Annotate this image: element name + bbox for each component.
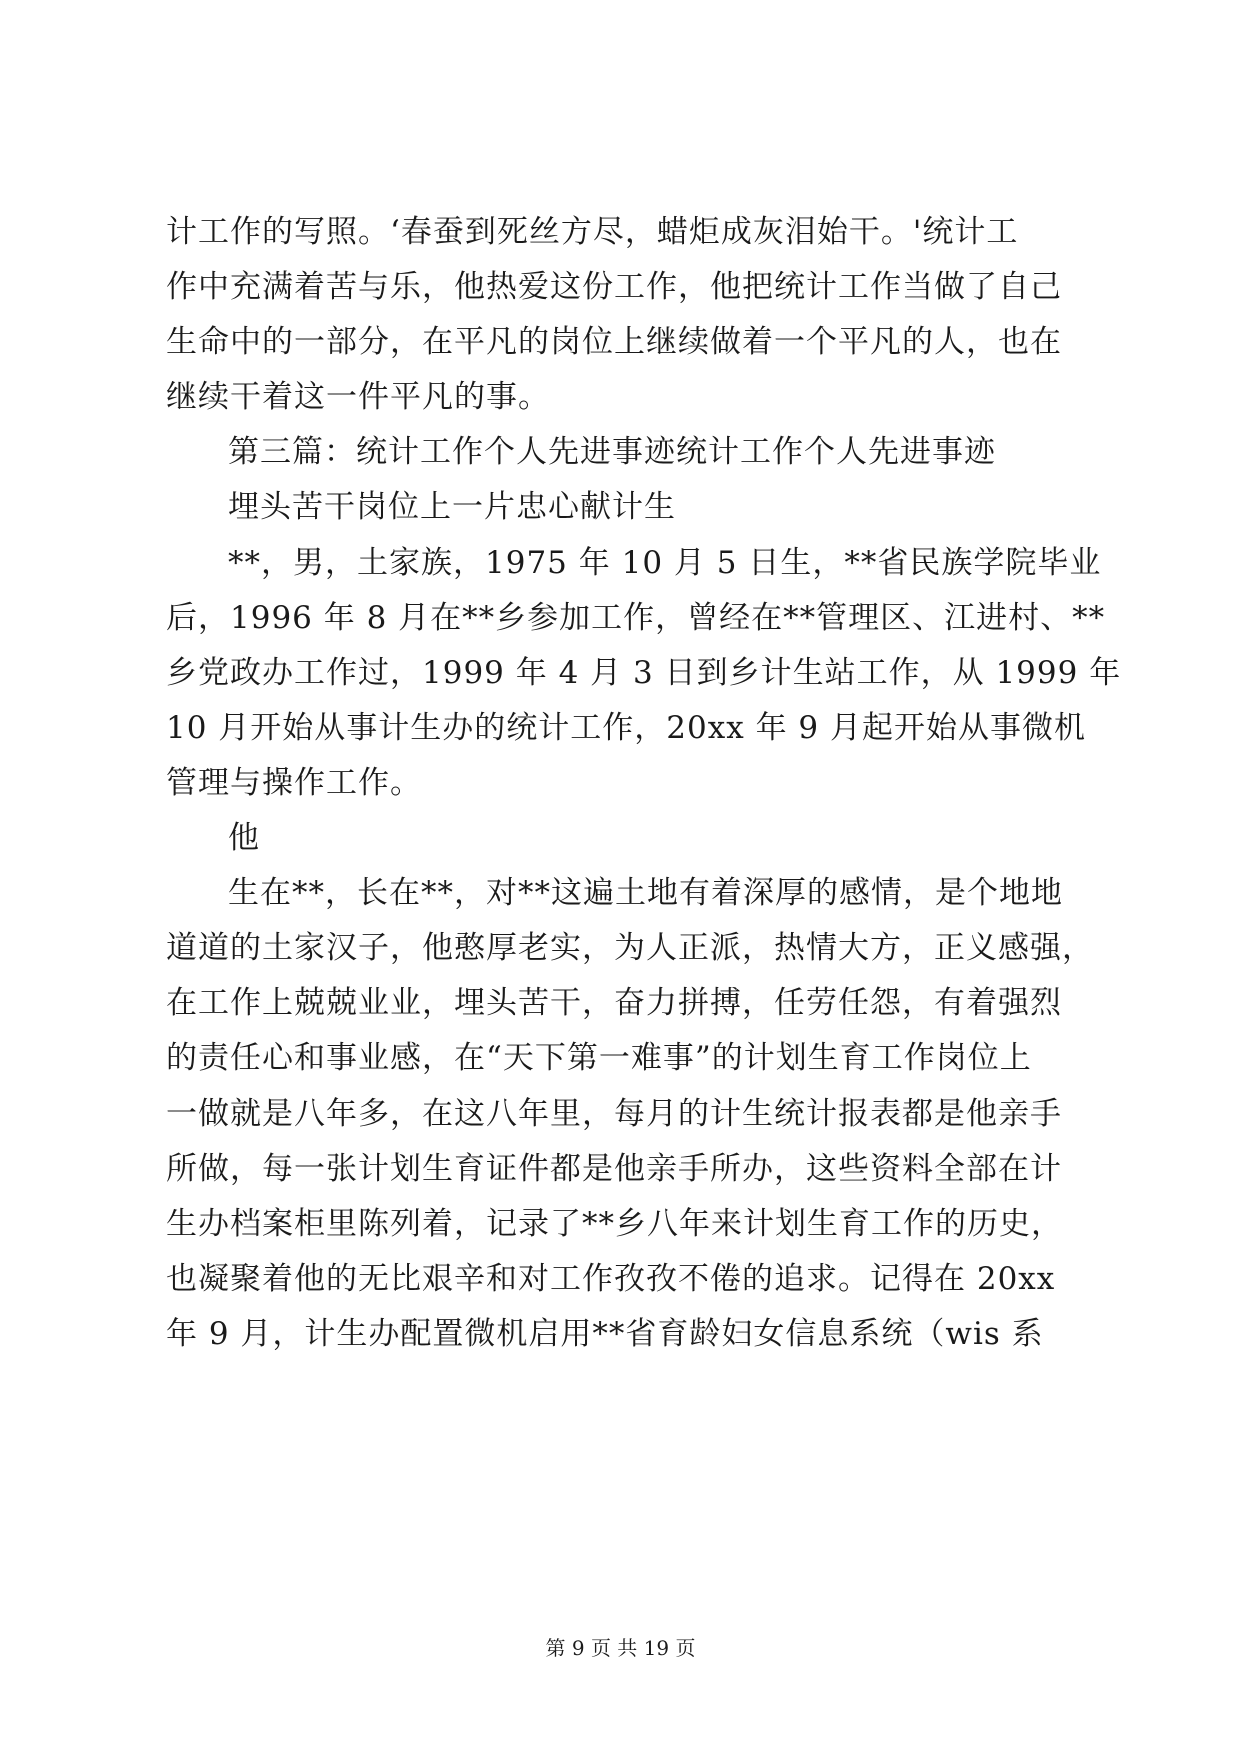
text-line: 他: [228, 820, 260, 856]
text-line: 也凝聚着他的无比艰辛和对工作孜孜不倦的追求。记得在 20xx: [166, 1261, 1056, 1297]
text-line: 10 月开始从事计生办的统计工作，20xx 年 9 月起开始从事微机: [166, 710, 1086, 746]
text-line: 年 9 月，计生办配置微机启用**省育龄妇女信息系统（wis 系: [166, 1316, 1044, 1352]
text-line: **，男，土家族，1975 年 10 月 5 日生，**省民族学院毕业: [228, 545, 1102, 581]
text-line: 管理与操作工作。: [166, 765, 422, 801]
section-subtitle: 埋头苦干岗位上一片忠心献计生: [228, 489, 676, 525]
text-line: 作中充满着苦与乐，他热爱这份工作，他把统计工作当做了自己: [166, 269, 1062, 305]
section-heading: 第三篇：统计工作个人先进事迹统计工作个人先进事迹: [228, 434, 996, 470]
text-line: 的责任心和事业感，在“天下第一难事”的计划生育工作岗位上: [166, 1040, 1032, 1076]
text-line: 计工作的写照。‘春蚕到死丝方尽，蜡炬成灰泪始干。'统计工: [166, 214, 1019, 250]
text-line: 生在**，长在**，对**这遍土地有着深厚的感情，是个地地: [228, 875, 1063, 911]
text-line: 乡党政办工作过，1999 年 4 月 3 日到乡计生站工作，从 1999 年: [166, 655, 1122, 691]
text-line: 所做，每一张计划生育证件都是他亲手所办，这些资料全部在计: [166, 1151, 1062, 1187]
text-line: 一做就是八年多，在这八年里，每月的计生统计报表都是他亲手: [166, 1096, 1062, 1132]
text-line: 道道的土家汉子，他憨厚老实，为人正派，热情大方，正义感强，: [166, 930, 1094, 966]
text-line: 在工作上兢兢业业，埋头苦干，奋力拼搏，任劳任怨，有着强烈: [166, 985, 1062, 1021]
page-number-footer: 第 9 页 共 19 页: [545, 1636, 696, 1660]
text-line: 继续干着这一件平凡的事。: [166, 379, 550, 415]
text-line: 生命中的一部分，在平凡的岗位上继续做着一个平凡的人，也在: [166, 324, 1062, 360]
text-line: 后，1996 年 8 月在**乡参加工作，曾经在**管理区、江进村、**: [166, 600, 1106, 636]
text-line: 生办档案柜里陈列着，记录了**乡八年来计划生育工作的历史，: [166, 1206, 1063, 1242]
